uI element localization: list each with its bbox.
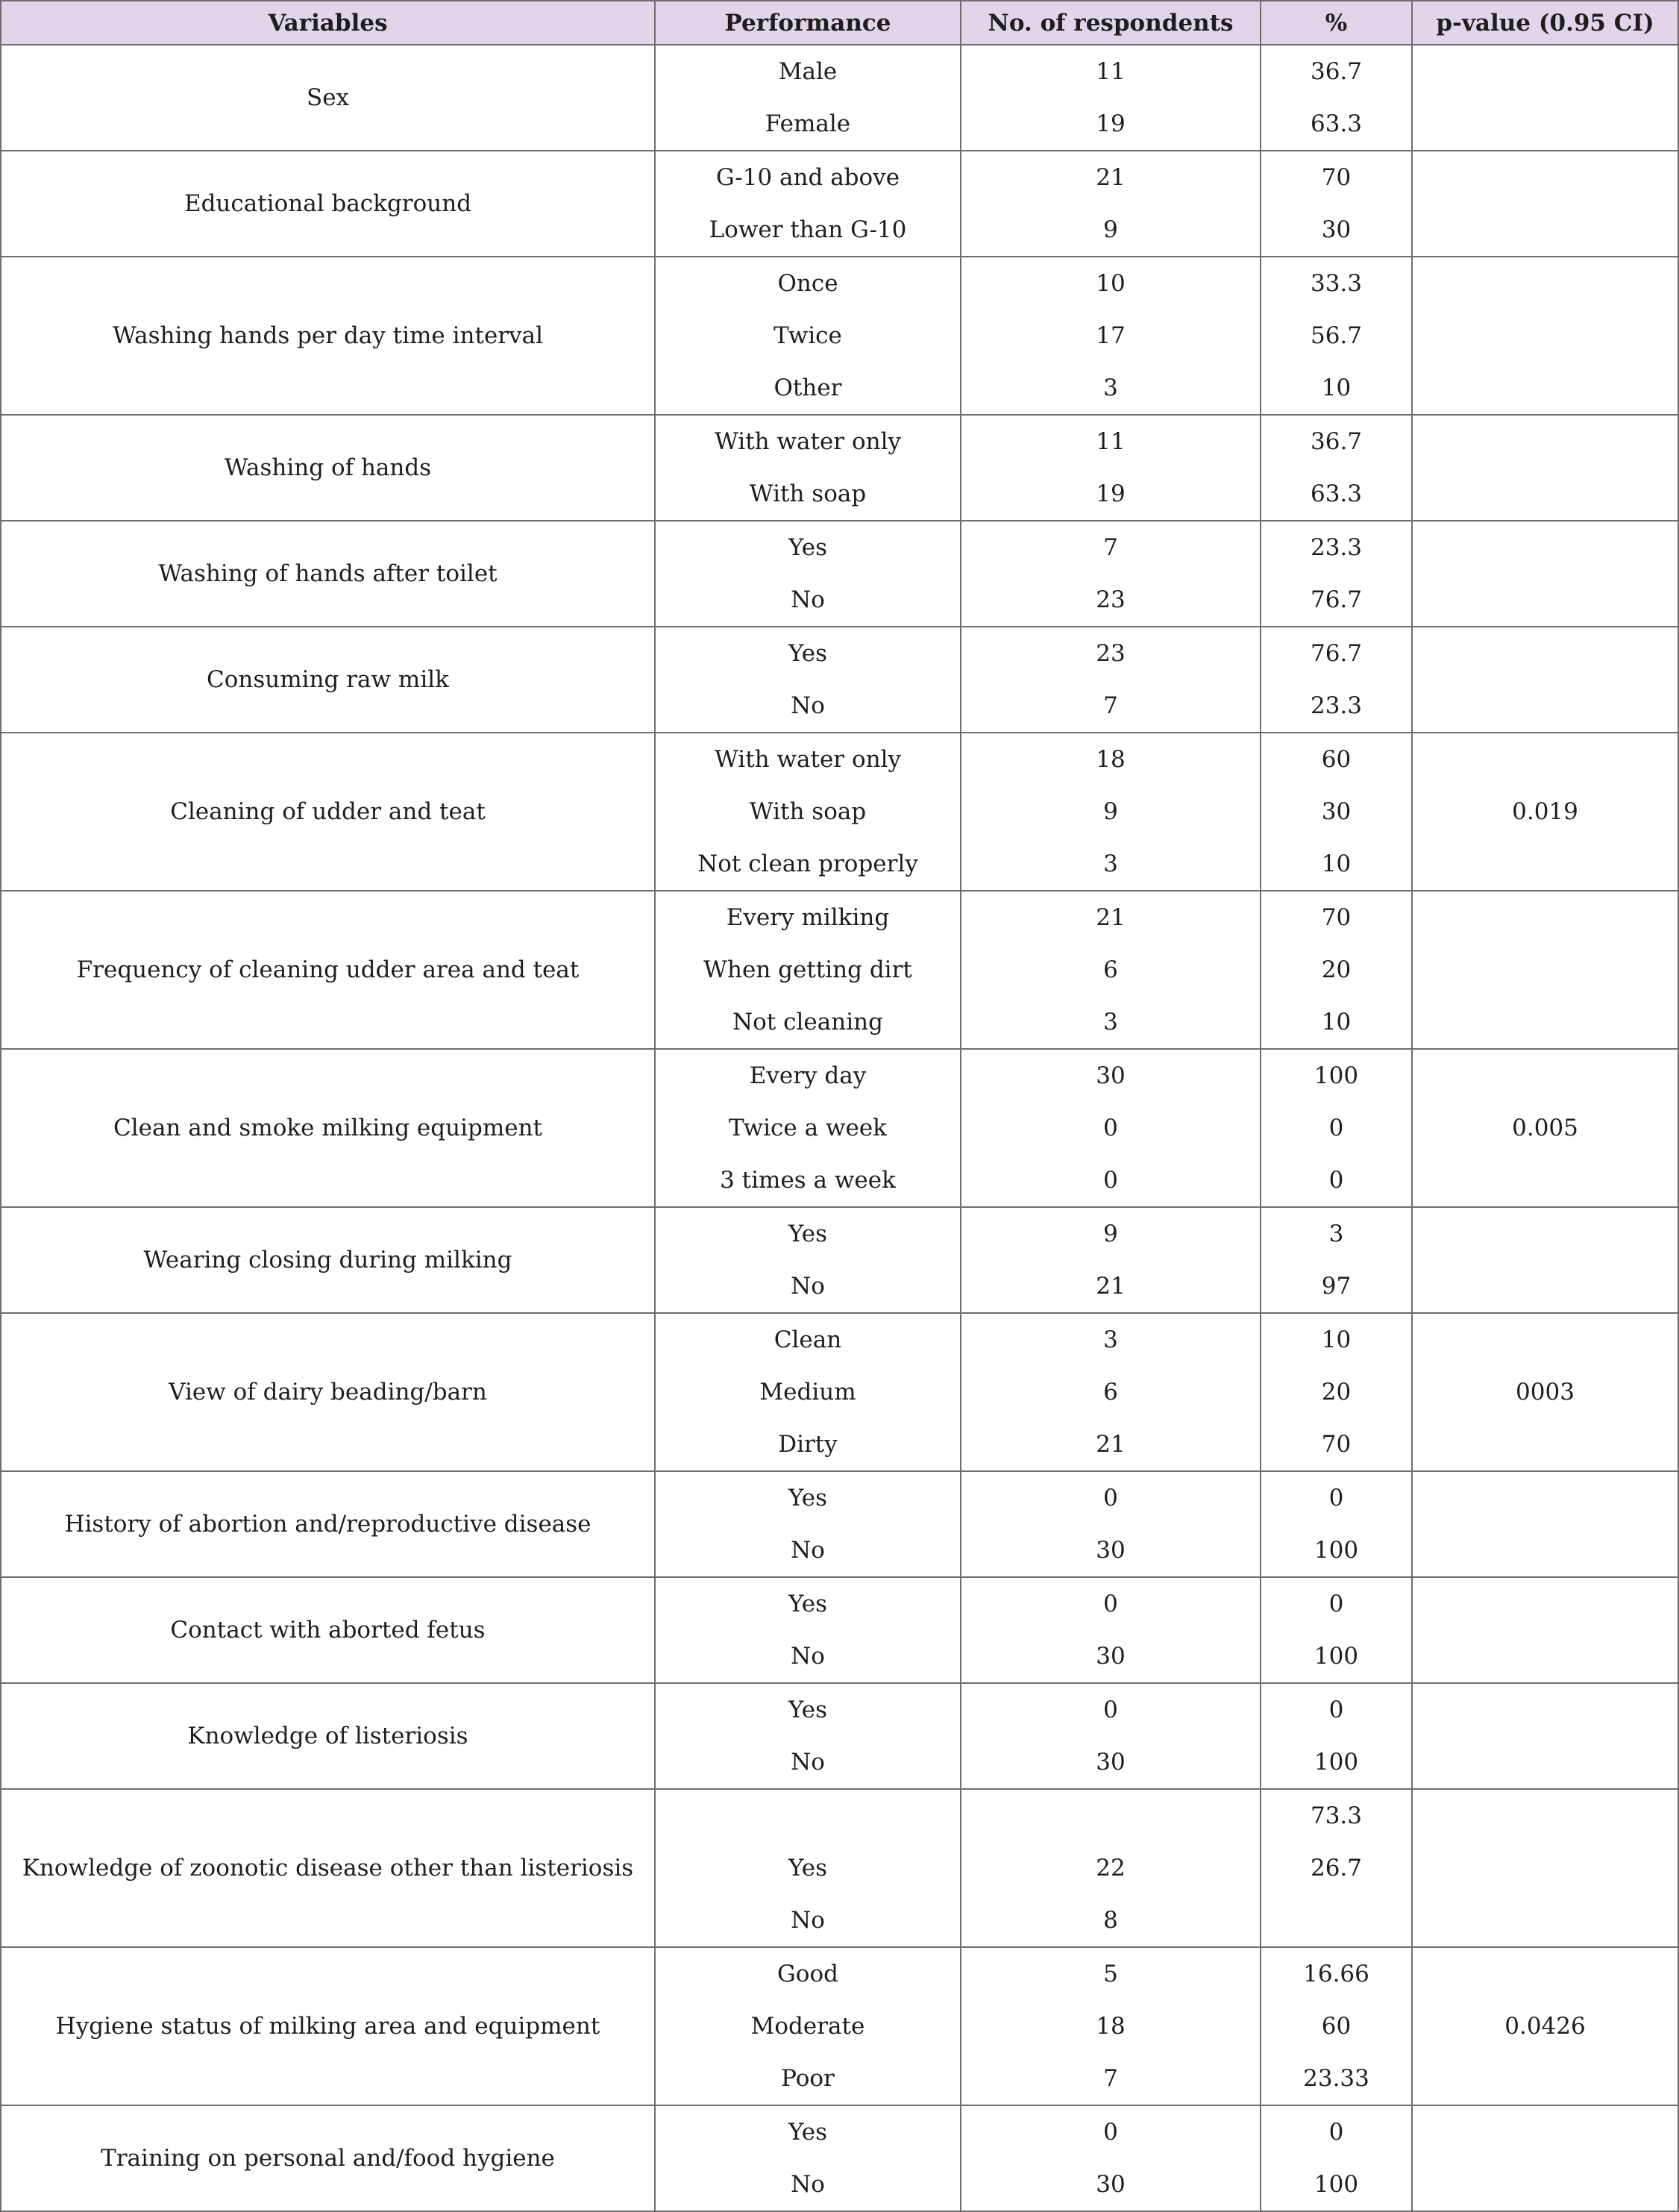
performance-cell: [655, 1683, 961, 1789]
performance-value: No: [791, 2171, 825, 2198]
percent-value: 60: [1321, 746, 1352, 773]
p-value-cell: [1412, 45, 1678, 151]
respondents-value: 3: [1103, 375, 1118, 401]
percent-value: 100: [1314, 1643, 1359, 1670]
variable-label: Washing hands per day time interval: [112, 322, 544, 349]
table-row: [1, 45, 1678, 151]
percent-value: 0: [1328, 1696, 1344, 1723]
variable-cell: [1, 45, 655, 151]
respondents-value: 5: [1103, 1961, 1118, 1987]
percent-value: 10: [1321, 1009, 1352, 1035]
variable-cell: [1, 1313, 655, 1471]
performance-value: Yes: [788, 1591, 828, 1617]
percent-value: 100: [1314, 2171, 1359, 2198]
percent-value: 100: [1314, 1062, 1359, 1089]
respondents-value: 23: [1096, 586, 1126, 613]
respondents-value: 18: [1096, 2013, 1126, 2040]
performance-cell: [655, 2105, 961, 2211]
percent-value: 0: [1328, 2119, 1344, 2146]
percent-value: 0: [1328, 1591, 1344, 1617]
respondents-cell: [961, 1471, 1261, 1577]
performance-value: With soap: [749, 480, 867, 507]
percent-value: 0: [1328, 1485, 1344, 1511]
respondents-cell: [961, 1313, 1261, 1471]
variable-label: Washing of hands after toilet: [158, 560, 498, 587]
respondents-cell: [961, 1947, 1261, 2105]
respondents-value: 3: [1103, 850, 1118, 877]
variable-cell: [1, 415, 655, 521]
percent-value: 30: [1321, 216, 1352, 243]
variable-cell: [1, 151, 655, 257]
p-value-cell: [1412, 1577, 1678, 1683]
performance-value: Yes: [788, 1696, 828, 1723]
table-row: [1, 1947, 1678, 2105]
performance-value: Good: [777, 1961, 838, 1987]
table-row: [1, 1789, 1678, 1947]
percent-cell: [1261, 1313, 1412, 1471]
respondents-value: 9: [1103, 1221, 1118, 1247]
performance-value: Dirty: [778, 1431, 838, 1458]
respondents-cell: [961, 45, 1261, 151]
p-value-cell: 0.0426: [1412, 1947, 1678, 2105]
respondents-value: 0: [1103, 1696, 1118, 1723]
variable-label: Knowledge of zoonotic disease other than listeriosis: [22, 1855, 634, 1882]
percent-value: 10: [1321, 850, 1352, 877]
respondents-value: 21: [1096, 164, 1126, 191]
performance-value: Yes: [788, 1485, 828, 1511]
variable-label: Washing of hands: [224, 454, 432, 481]
percent-cell: [1261, 1789, 1412, 1947]
table-row: [1, 627, 1678, 733]
variable-label: View of dairy beading/barn: [169, 1379, 487, 1406]
performance-value: Once: [777, 270, 838, 297]
percent-value: 20: [1321, 956, 1352, 983]
variable-cell: [1, 1471, 655, 1577]
respondents-cell: [961, 1577, 1261, 1683]
respondents-cell: [961, 891, 1261, 1049]
performance-cell: [655, 1313, 961, 1471]
variable-label: Frequency of cleaning udder area and teat: [76, 956, 580, 983]
variable-cell: [1, 1683, 655, 1789]
variable-cell: [1, 257, 655, 415]
respondents-value: 0: [1103, 1115, 1118, 1141]
performance-value: G-10 and above: [715, 164, 900, 191]
percent-cell: [1261, 1049, 1412, 1207]
header-p-value: p-value (0.95 CI): [1412, 1, 1678, 45]
percent-value: 70: [1321, 904, 1352, 931]
header-respondents: No. of respondents: [961, 1, 1261, 45]
performance-value: No: [791, 586, 825, 613]
respondents-value: 3: [1103, 1009, 1118, 1035]
performance-cell: [655, 1207, 961, 1313]
percent-value: 36.7: [1310, 58, 1363, 85]
respondents-value: 10: [1096, 270, 1126, 297]
performance-value: No: [791, 1749, 825, 1776]
respondents-cell: [961, 1049, 1261, 1207]
percent-cell: [1261, 257, 1412, 415]
percent-value: 100: [1314, 1749, 1359, 1776]
performance-value: Yes: [788, 1855, 828, 1882]
performance-value: With soap: [749, 798, 867, 825]
percent-cell: [1261, 1683, 1412, 1789]
percent-value: 23.33: [1303, 2065, 1369, 2092]
variable-cell: [1, 1049, 655, 1207]
percent-cell: [1261, 1947, 1412, 2105]
respondents-value: 22: [1096, 1855, 1126, 1882]
performance-value: Every milking: [726, 904, 890, 931]
performance-value: No: [791, 1907, 825, 1934]
performance-value: When getting dirt: [703, 956, 912, 983]
table-row: [1, 891, 1678, 1049]
performance-cell: [655, 627, 961, 733]
percent-value: 23.3: [1310, 534, 1363, 561]
respondents-value: 7: [1103, 2065, 1118, 2092]
percent-cell: [1261, 2105, 1412, 2211]
percent-cell: [1261, 415, 1412, 521]
p-value-cell: [1412, 415, 1678, 521]
variable-cell: [1, 1789, 655, 1947]
table-row: [1, 521, 1678, 627]
performance-cell: [655, 733, 961, 891]
table-row: [1, 1577, 1678, 1683]
table-row: [1, 1313, 1678, 1471]
percent-cell: [1261, 151, 1412, 257]
respondents-cell: [961, 733, 1261, 891]
table-row: [1, 733, 1678, 891]
performance-value: Medium: [759, 1379, 856, 1406]
table-row: [1, 1683, 1678, 1789]
percent-value: 26.7: [1310, 1855, 1363, 1882]
p-value-cell: [1412, 627, 1678, 733]
respondents-cell: [961, 521, 1261, 627]
performance-value: Poor: [781, 2065, 835, 2092]
variable-label: Sex: [306, 84, 350, 111]
percent-value: 0: [1328, 1115, 1344, 1141]
percent-value: 76.7: [1310, 586, 1363, 613]
variable-label: Cleaning of udder and teat: [170, 798, 486, 825]
respondents-cell: [961, 1683, 1261, 1789]
respondents-cell: [961, 151, 1261, 257]
performance-cell: [655, 1577, 961, 1683]
percent-value: 33.3: [1310, 270, 1363, 297]
percent-value: 36.7: [1310, 428, 1363, 455]
respondents-value: 6: [1103, 1379, 1118, 1406]
percent-cell: [1261, 627, 1412, 733]
percent-value: 0: [1328, 1167, 1344, 1194]
respondents-value: 9: [1103, 216, 1118, 243]
respondents-value: 30: [1096, 2171, 1126, 2198]
respondents-value: 7: [1103, 534, 1118, 561]
percent-value: 10: [1321, 1326, 1352, 1353]
percent-value: 63.3: [1310, 110, 1363, 137]
percent-cell: [1261, 891, 1412, 1049]
performance-value: Yes: [788, 1221, 828, 1247]
performance-value: Twice: [773, 322, 842, 349]
percent-value: 63.3: [1310, 480, 1363, 507]
percent-value: 100: [1314, 1537, 1359, 1564]
percent-cell: [1261, 1577, 1412, 1683]
percent-value: 70: [1321, 164, 1352, 191]
p-value-cell: 0003: [1412, 1313, 1678, 1471]
percent-cell: [1261, 1471, 1412, 1577]
percent-value: 97: [1321, 1273, 1352, 1300]
respondents-cell: [961, 1207, 1261, 1313]
variable-label: Wearing closing during milking: [143, 1247, 512, 1273]
percent-value: 76.7: [1310, 640, 1363, 667]
percent-value: 16.66: [1303, 1961, 1369, 1987]
variable-cell: [1, 1207, 655, 1313]
percent-value: 3: [1328, 1221, 1344, 1247]
respondents-value: 3: [1103, 1326, 1118, 1353]
percent-cell: [1261, 521, 1412, 627]
header-performance: Performance: [655, 1, 961, 45]
table-body: [1, 45, 1678, 2211]
performance-value: No: [791, 1643, 825, 1670]
table-row: [1, 1471, 1678, 1577]
table-row: [1, 1207, 1678, 1313]
performance-value: With water only: [714, 746, 902, 773]
performance-cell: [655, 257, 961, 415]
variable-label: Training on personal and/food hygiene: [101, 2145, 555, 2172]
respondents-value: 8: [1103, 1907, 1118, 1934]
variable-cell: [1, 1577, 655, 1683]
performance-cell: [655, 1947, 961, 2105]
respondents-cell: [961, 627, 1261, 733]
performance-cell: [655, 45, 961, 151]
performance-cell: [655, 521, 961, 627]
p-value-cell: [1412, 2105, 1678, 2211]
performance-value: Yes: [788, 534, 828, 561]
variable-cell: [1, 1947, 655, 2105]
variable-cell: [1, 733, 655, 891]
respondents-value: [961, 1790, 1260, 1842]
respondents-value: 18: [1096, 746, 1126, 773]
p-value-cell: 0.005: [1412, 1049, 1678, 1207]
respondents-value: 17: [1096, 322, 1126, 349]
variable-label: History of abortion and/reproductive disease: [64, 1511, 591, 1538]
respondents-value: 23: [1096, 640, 1126, 667]
variable-label: Hygiene status of milking area and equipment: [55, 2013, 600, 2040]
performance-value: Not cleaning: [732, 1009, 883, 1035]
percent-cell: [1261, 45, 1412, 151]
variable-cell: [1, 521, 655, 627]
performance-value: Yes: [788, 2119, 828, 2146]
respondents-value: 7: [1103, 692, 1118, 719]
header-variables: Variables: [1, 1, 655, 45]
performance-value: With water only: [714, 428, 902, 455]
performance-cell: [655, 151, 961, 257]
table-row: [1, 151, 1678, 257]
performance-cell: [655, 415, 961, 521]
respondents-value: 30: [1096, 1062, 1126, 1089]
p-value-cell: [1412, 1471, 1678, 1577]
respondents-cell: [961, 257, 1261, 415]
performance-value: No: [791, 1273, 825, 1300]
variable-cell: [1, 627, 655, 733]
p-value-cell: [1412, 1207, 1678, 1313]
performance-value: Lower than G-10: [709, 216, 907, 243]
percent-value: 20: [1321, 1379, 1352, 1406]
respondents-value: 11: [1096, 58, 1126, 85]
table-row: [1, 257, 1678, 415]
respondents-value: 19: [1096, 480, 1126, 507]
performance-value: Other: [773, 375, 842, 401]
percent-value: 56.7: [1310, 322, 1363, 349]
respondents-value: 30: [1096, 1537, 1126, 1564]
table-row: [1, 2105, 1678, 2211]
performance-value: Twice a week: [729, 1115, 887, 1141]
performance-value: Every day: [749, 1062, 867, 1089]
p-value-cell: [1412, 521, 1678, 627]
respondents-value: 0: [1103, 1167, 1118, 1194]
table-row: [1, 415, 1678, 521]
respondents-value: 0: [1103, 1591, 1118, 1617]
p-value-cell: 0.019: [1412, 733, 1678, 891]
performance-cell: [655, 1789, 961, 1947]
performance-value: [656, 1790, 960, 1842]
performance-cell: [655, 1049, 961, 1207]
variable-label: Consuming raw milk: [207, 666, 449, 693]
percent-value: 73.3: [1310, 1802, 1363, 1829]
respondents-value: 0: [1103, 2119, 1118, 2146]
respondents-value: 6: [1103, 956, 1118, 983]
p-value-cell: [1412, 1683, 1678, 1789]
percent-value: 30: [1321, 798, 1352, 825]
p-value-cell: [1412, 257, 1678, 415]
respondents-cell: [961, 2105, 1261, 2211]
variable-label: Educational background: [183, 190, 472, 217]
respondents-value: 30: [1096, 1749, 1126, 1776]
respondents-value: 19: [1096, 110, 1126, 137]
performance-value: Yes: [788, 640, 828, 667]
header-row: [1, 1, 1678, 45]
performance-value: 3 times a week: [720, 1167, 896, 1194]
respondents-cell: [961, 415, 1261, 521]
percent-cell: [1261, 1207, 1412, 1313]
respondents-value: 21: [1096, 1431, 1126, 1458]
performance-value: No: [791, 1537, 825, 1564]
respondents-value: 0: [1103, 1485, 1118, 1511]
performance-value: No: [791, 692, 825, 719]
respondents-value: 21: [1096, 1273, 1126, 1300]
p-value-cell: [1412, 151, 1678, 257]
percent-value: 70: [1321, 1431, 1352, 1458]
respondents-value: 21: [1096, 904, 1126, 931]
performance-value: Female: [765, 110, 851, 137]
performance-value: Moderate: [750, 2013, 865, 2040]
respondents-value: 30: [1096, 1643, 1126, 1670]
p-value-cell: [1412, 891, 1678, 1049]
variable-label: Knowledge of listeriosis: [187, 1723, 468, 1749]
table-row: [1, 1049, 1678, 1207]
percent-value: 60: [1321, 2013, 1352, 2040]
performance-value: Not clean properly: [697, 850, 918, 877]
p-value-cell: [1412, 1789, 1678, 1947]
respondents-cell: [961, 1789, 1261, 1947]
percent-cell: [1261, 733, 1412, 891]
variable-cell: [1, 891, 655, 1049]
header-percent: %: [1261, 1, 1412, 45]
respondents-value: 9: [1103, 798, 1118, 825]
percent-value: [1261, 1894, 1411, 1946]
performance-value: Clean: [773, 1326, 842, 1353]
performance-cell: [655, 1471, 961, 1577]
variable-label: Contact with aborted fetus: [170, 1617, 486, 1644]
performance-value: Male: [778, 58, 838, 85]
percent-value: 10: [1321, 375, 1352, 401]
variable-label: Clean and smoke milking equipment: [113, 1115, 543, 1141]
performance-cell: [655, 891, 961, 1049]
percent-value: 23.3: [1310, 692, 1363, 719]
variable-cell: [1, 2105, 655, 2211]
respondents-value: 11: [1096, 428, 1126, 455]
